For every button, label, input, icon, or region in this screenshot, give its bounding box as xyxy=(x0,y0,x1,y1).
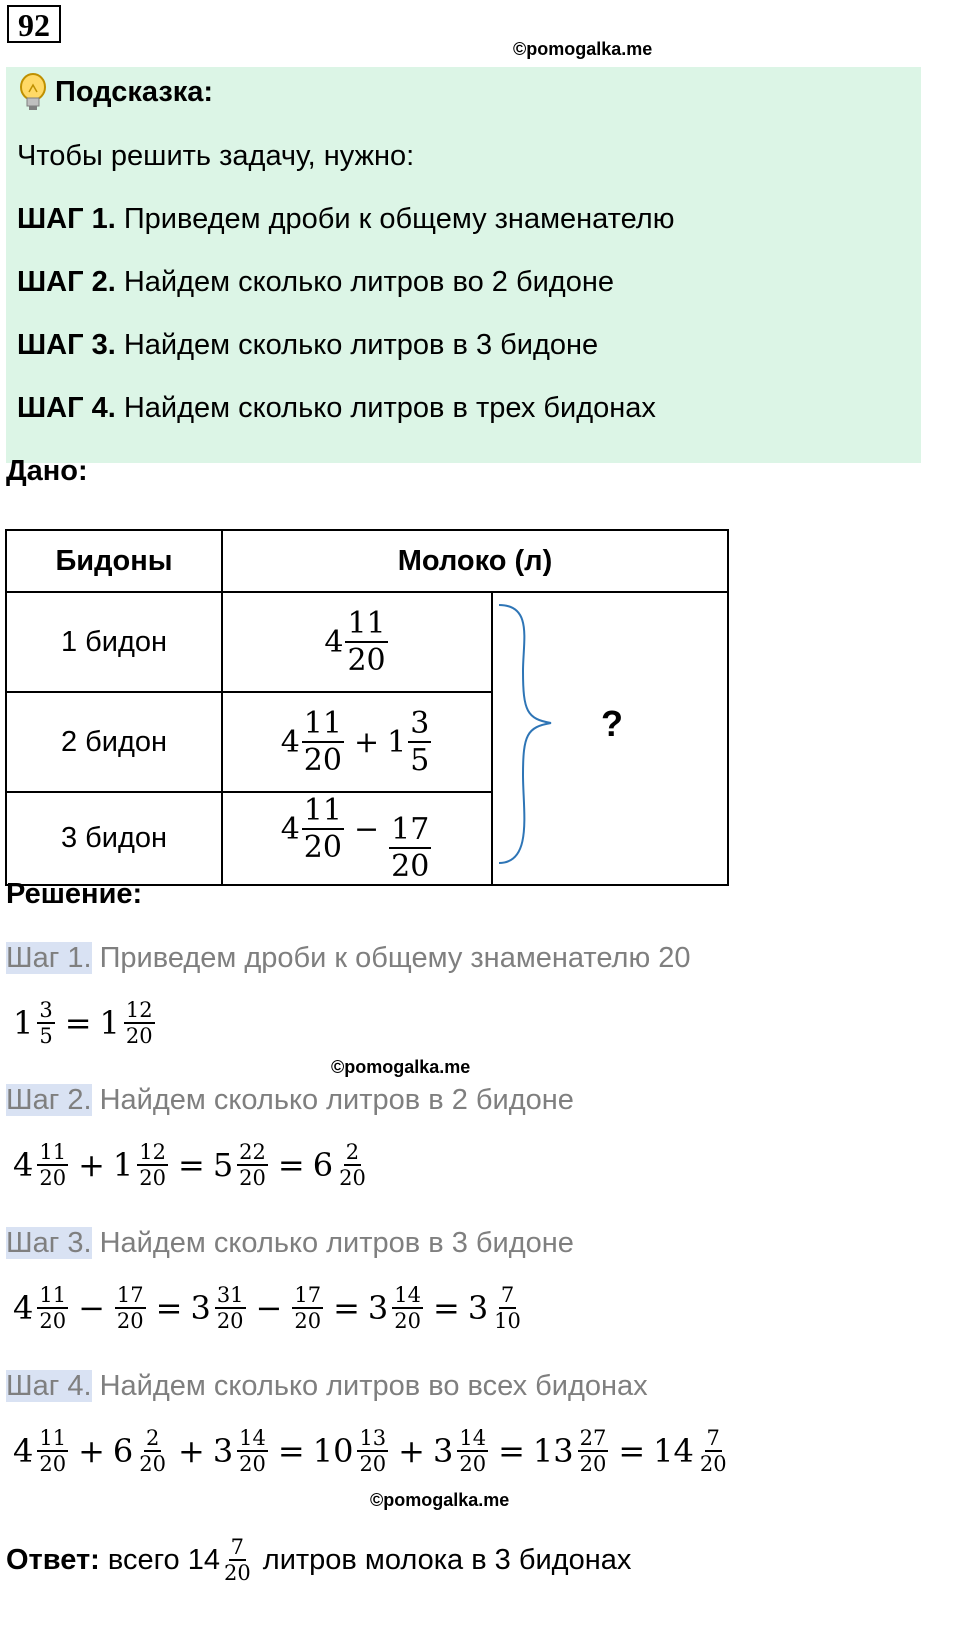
whole-part: 6 xyxy=(312,1146,334,1184)
numerator: 11 xyxy=(39,1140,67,1164)
numerator: 14 xyxy=(394,1283,421,1307)
fraction xyxy=(237,1426,268,1476)
numerator: 14 xyxy=(459,1426,487,1450)
row-name: 1 бидон xyxy=(6,592,222,692)
mixed-number xyxy=(113,1140,170,1190)
numerator: 11 xyxy=(303,793,342,828)
row-expr xyxy=(222,592,492,692)
given-table xyxy=(5,529,729,886)
mixed-number xyxy=(313,1140,370,1190)
whole-part: 4 xyxy=(280,811,300,847)
mixed-number xyxy=(13,1140,70,1190)
answer-label: Ответ: xyxy=(6,1543,100,1576)
mixed-number xyxy=(213,1426,270,1476)
denominator: 5 xyxy=(39,1024,53,1048)
whole-part: 4 xyxy=(13,1289,34,1327)
mixed-number xyxy=(368,1283,425,1333)
denominator: 20 xyxy=(347,643,386,678)
watermark: ©pomogalka.me xyxy=(331,1057,471,1077)
answer-value xyxy=(188,1535,255,1585)
header-milk: Молоко (л) xyxy=(222,530,728,592)
numerator: 11 xyxy=(39,1283,67,1307)
equation-1 xyxy=(13,998,157,1048)
numerator: 13 xyxy=(359,1426,387,1450)
whole-part: 6 xyxy=(112,1432,134,1470)
answer-line: Ответ: всего 14 $\frac{7}{20}$ литров молока в 3 бидонах xyxy=(6,1535,632,1585)
fraction xyxy=(37,998,54,1048)
denominator: 20 xyxy=(394,1309,421,1333)
hint-step-4: ШАГ 4. Найдем сколько литров в трех бидонах xyxy=(17,392,656,424)
equation-2 xyxy=(13,1140,370,1190)
numerator: 7 xyxy=(706,1426,720,1450)
mixed-number xyxy=(313,1426,390,1476)
fraction xyxy=(222,1535,253,1585)
fraction xyxy=(124,998,155,1048)
hint-step-2: ШАГ 2. Найдем сколько литров во 2 бидоне xyxy=(17,266,614,298)
fraction xyxy=(292,1283,323,1333)
operator: = xyxy=(433,1289,460,1327)
whole-part: 4 xyxy=(324,624,344,660)
denominator: 20 xyxy=(359,1452,387,1476)
mixed-number xyxy=(113,1283,148,1333)
whole-part: 4 xyxy=(280,724,300,760)
whole-part: 5 xyxy=(212,1146,234,1184)
mixed-number xyxy=(468,1283,525,1333)
mixed-number xyxy=(387,812,433,884)
whole-part: 3 xyxy=(367,1289,389,1327)
numerator: 2 xyxy=(145,1426,160,1450)
numerator: 11 xyxy=(347,606,386,641)
equation-3 xyxy=(13,1283,525,1333)
fraction xyxy=(578,1426,609,1476)
hint-intro: Чтобы решить задачу, нужно: xyxy=(17,140,415,172)
operator: + xyxy=(178,1432,205,1470)
numerator: 12 xyxy=(139,1140,166,1164)
whole-part: 3 xyxy=(432,1432,454,1470)
row-name: 3 бидон xyxy=(6,792,222,885)
denominator: 20 xyxy=(579,1452,607,1476)
whole-part: 4 xyxy=(13,1146,34,1184)
mixed-number xyxy=(324,606,389,678)
fraction xyxy=(215,1283,246,1333)
numerator: 2 xyxy=(345,1140,360,1164)
mixed-number xyxy=(290,1283,325,1333)
problem-number: 92 xyxy=(7,5,61,43)
operator: = xyxy=(277,1432,305,1470)
denominator: 5 xyxy=(410,743,430,778)
operator: + xyxy=(78,1146,105,1184)
solution-step-4: Шаг 4. Найдем сколько литров во всех бидонах xyxy=(6,1370,648,1402)
mixed-number xyxy=(653,1426,730,1476)
mixed-number xyxy=(281,706,346,778)
hint-title: Подсказка: xyxy=(55,76,214,108)
denominator: 20 xyxy=(139,1166,166,1190)
operator: = xyxy=(333,1289,360,1327)
operator: − xyxy=(255,1289,283,1327)
denominator: 20 xyxy=(699,1452,727,1476)
numerator: 7 xyxy=(230,1535,245,1559)
fraction xyxy=(37,1426,68,1476)
whole-part: 10 xyxy=(312,1432,354,1470)
whole-part: 1 xyxy=(112,1146,134,1184)
hint-step-1: ШАГ 1. Приведем дроби к общему знаменателю xyxy=(17,203,675,235)
header-cans: Бидоны xyxy=(6,530,222,592)
denominator: 20 xyxy=(216,1309,244,1333)
fraction xyxy=(457,1426,488,1476)
operator: = xyxy=(155,1289,183,1327)
mixed-number xyxy=(190,1283,247,1333)
fraction xyxy=(698,1426,729,1476)
operator: = xyxy=(178,1146,205,1184)
watermark: ©pomogalka.me xyxy=(370,1490,510,1510)
whole-part: 1 xyxy=(13,1004,34,1042)
mixed-number xyxy=(13,1426,70,1476)
mixed-number xyxy=(533,1426,610,1476)
row-expr xyxy=(222,692,492,792)
hint-step-3: ШАГ 3. Найдем сколько литров в 3 бидоне xyxy=(17,329,599,361)
solution-step-1: Шаг 1. Приведем дроби к общему знаменателю 20 xyxy=(6,942,691,974)
operator: + xyxy=(78,1432,105,1470)
mixed-number xyxy=(188,1535,255,1585)
fraction xyxy=(137,1426,168,1476)
operator: + xyxy=(353,724,380,760)
numerator: 14 xyxy=(239,1426,266,1450)
numerator: 31 xyxy=(216,1283,244,1307)
question-mark: ? xyxy=(601,703,623,744)
whole-part: 4 xyxy=(13,1432,34,1470)
whole-part: 3 xyxy=(212,1432,234,1470)
denominator: 20 xyxy=(459,1452,487,1476)
mixed-number xyxy=(13,1283,70,1333)
curly-brace-icon xyxy=(493,601,563,871)
numerator: 11 xyxy=(39,1426,67,1450)
mixed-number xyxy=(13,998,57,1048)
watermark: ©pomogalka.me xyxy=(513,39,653,59)
fraction xyxy=(37,1140,68,1190)
whole-part: 14 xyxy=(187,1543,220,1576)
whole-part: 3 xyxy=(190,1289,211,1327)
denominator: 20 xyxy=(303,743,342,778)
denominator: 20 xyxy=(239,1452,266,1476)
question-cell xyxy=(492,592,728,885)
fraction xyxy=(237,1140,268,1190)
whole-part: 1 xyxy=(387,724,407,760)
mixed-number xyxy=(433,1426,490,1476)
denominator: 20 xyxy=(391,848,430,884)
numerator: 7 xyxy=(500,1283,515,1307)
operator: = xyxy=(498,1432,525,1470)
fraction xyxy=(302,793,344,865)
mixed-number xyxy=(113,1426,170,1476)
fraction xyxy=(389,812,431,884)
operator: = xyxy=(618,1432,646,1470)
fraction xyxy=(302,706,344,778)
fraction xyxy=(37,1283,68,1333)
fraction xyxy=(345,606,387,678)
numerator: 22 xyxy=(239,1140,266,1164)
denominator: 20 xyxy=(125,1024,153,1048)
denominator: 20 xyxy=(223,1561,251,1585)
denominator: 20 xyxy=(303,830,342,865)
fraction xyxy=(137,1140,168,1190)
operator: = xyxy=(64,1004,92,1042)
operator: − xyxy=(353,811,380,847)
solution-title: Решение: xyxy=(6,878,143,910)
solution-step-3: Шаг 3. Найдем сколько литров в 3 бидоне xyxy=(6,1227,574,1259)
denominator: 20 xyxy=(339,1166,366,1190)
numerator: 17 xyxy=(391,811,430,847)
denominator: 20 xyxy=(294,1309,322,1333)
denominator: 20 xyxy=(39,1309,67,1333)
denominator: 20 xyxy=(39,1452,67,1476)
numerator: 12 xyxy=(125,998,153,1022)
operator: + xyxy=(398,1432,425,1470)
mixed-number xyxy=(213,1140,270,1190)
fraction xyxy=(115,1283,146,1333)
numerator: 11 xyxy=(303,706,342,741)
whole-part: 1 xyxy=(99,1004,120,1042)
numerator: 3 xyxy=(410,706,430,741)
row-name: 2 бидон xyxy=(6,692,222,792)
solution-step-2: Шаг 2. Найдем сколько литров в 2 бидоне xyxy=(6,1084,574,1116)
denominator: 20 xyxy=(39,1166,67,1190)
fraction xyxy=(408,706,431,778)
fraction xyxy=(392,1283,423,1333)
whole-part: 3 xyxy=(467,1289,489,1327)
given-title: Дано: xyxy=(6,455,88,487)
fraction xyxy=(337,1140,368,1190)
fraction xyxy=(492,1283,523,1333)
whole-part: 14 xyxy=(653,1432,694,1470)
lightbulb-icon xyxy=(15,72,51,119)
denominator: 20 xyxy=(139,1452,166,1476)
mixed-number xyxy=(281,793,346,865)
equation-4 xyxy=(13,1426,731,1476)
denominator: 20 xyxy=(239,1166,266,1190)
fraction xyxy=(357,1426,388,1476)
operator: = xyxy=(277,1146,305,1184)
numerator: 27 xyxy=(579,1426,607,1450)
numerator: 17 xyxy=(294,1283,322,1307)
row-expr xyxy=(222,792,492,885)
numerator: 17 xyxy=(116,1283,144,1307)
denominator: 10 xyxy=(494,1309,521,1333)
numerator: 3 xyxy=(39,998,53,1022)
mixed-number xyxy=(387,706,433,778)
denominator: 20 xyxy=(116,1309,144,1333)
whole-part: 13 xyxy=(532,1432,574,1470)
mixed-number xyxy=(100,998,157,1048)
operator: − xyxy=(78,1289,105,1327)
